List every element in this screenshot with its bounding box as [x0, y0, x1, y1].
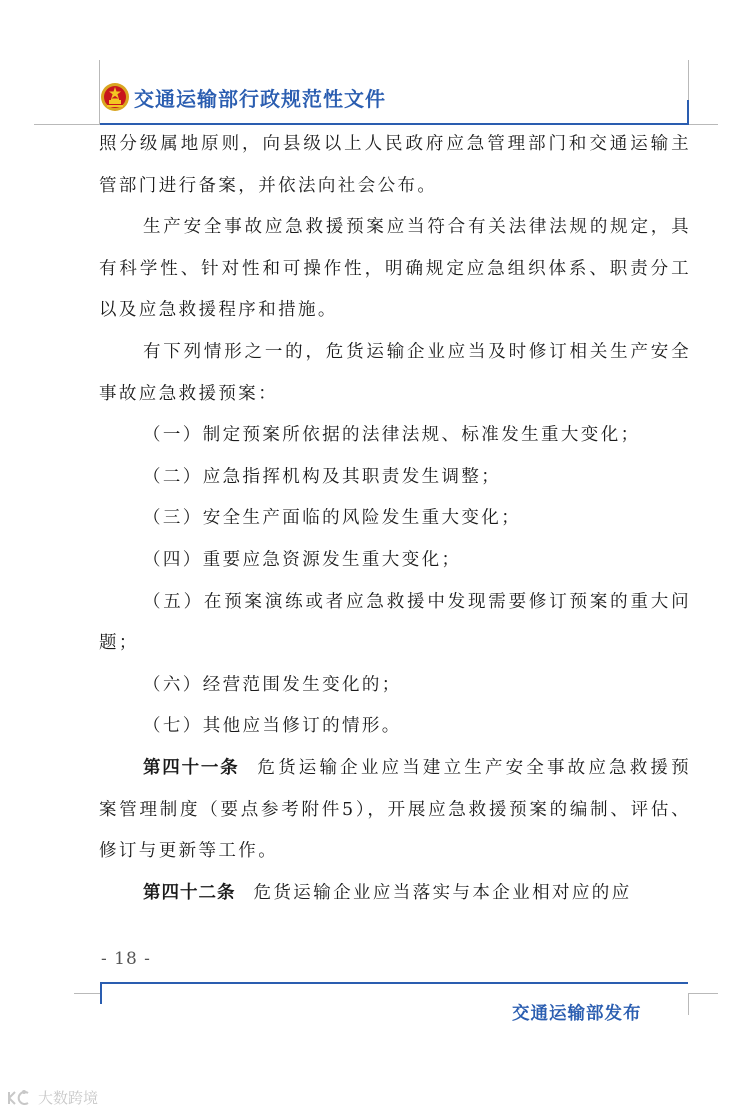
- national-emblem-icon: [100, 82, 130, 112]
- page-number: - 18 -: [101, 949, 151, 969]
- paragraph: 有下列情形之一的，危货运输企业应当及时修订相关生产安全事故应急救援预案：: [99, 341, 691, 404]
- article-label: 第四十二条: [143, 882, 236, 903]
- crop-mark: [688, 124, 718, 125]
- watermark: [6, 1087, 98, 1108]
- article-text: 危货运输企业应当建立生产安全事故应急救援预案管理制度（要点参考附件5），开展应急救援预案的编制、评估、修订与更新等工作。: [99, 757, 691, 862]
- paragraph: 照分级属地原则，向县级以上人民政府应急管理部门和交通运输主管部门进行备案，并依法向社会公布。: [99, 134, 691, 196]
- document-header: [100, 80, 386, 114]
- list-item: （四）重要应急资源发生重大变化；: [143, 549, 462, 570]
- crop-mark: [34, 124, 100, 125]
- footer-corner-tick: [100, 982, 102, 1004]
- article-text: 危货运输企业应当落实与本企业相对应的应: [253, 882, 632, 903]
- crop-mark: [688, 993, 689, 1015]
- watermark-text: 大数跨境: [38, 1089, 99, 1107]
- footer-divider: [100, 982, 688, 984]
- publisher-label: 交通运输部发布: [512, 1004, 642, 1024]
- crop-mark: [74, 993, 100, 994]
- article-label: 第四十一条: [143, 757, 240, 778]
- list-item: （五）在预案演练或者应急救援中发现需要修订预案的重大问题；: [99, 591, 691, 654]
- list-item: （七）其他应当修订的情形。: [143, 716, 402, 737]
- document-body: [99, 124, 691, 914]
- list-item: （六）经营范围发生变化的；: [143, 674, 402, 695]
- crop-mark: [688, 993, 718, 994]
- header-title: 交通运输部行政规范性文件: [134, 86, 386, 111]
- article-paragraph: [99, 748, 691, 873]
- paragraph: 生产安全事故应急救援预案应当符合有关法律法规的规定，具有科学性、针对性和可操作性，明确规定应急组织体系、职责分工以及应急救援程序和措施。: [99, 217, 691, 321]
- watermark-logo-icon: [6, 1088, 36, 1108]
- list-item: （一）制定预案所依据的法律法规、标准发生重大变化；: [143, 425, 641, 446]
- list-item: （二）应急指挥机构及其职责发生调整；: [143, 466, 502, 487]
- list-item: （三）安全生产面临的风险发生重大变化；: [143, 508, 522, 529]
- article-paragraph: [99, 873, 691, 915]
- header-corner-tick: [687, 100, 689, 125]
